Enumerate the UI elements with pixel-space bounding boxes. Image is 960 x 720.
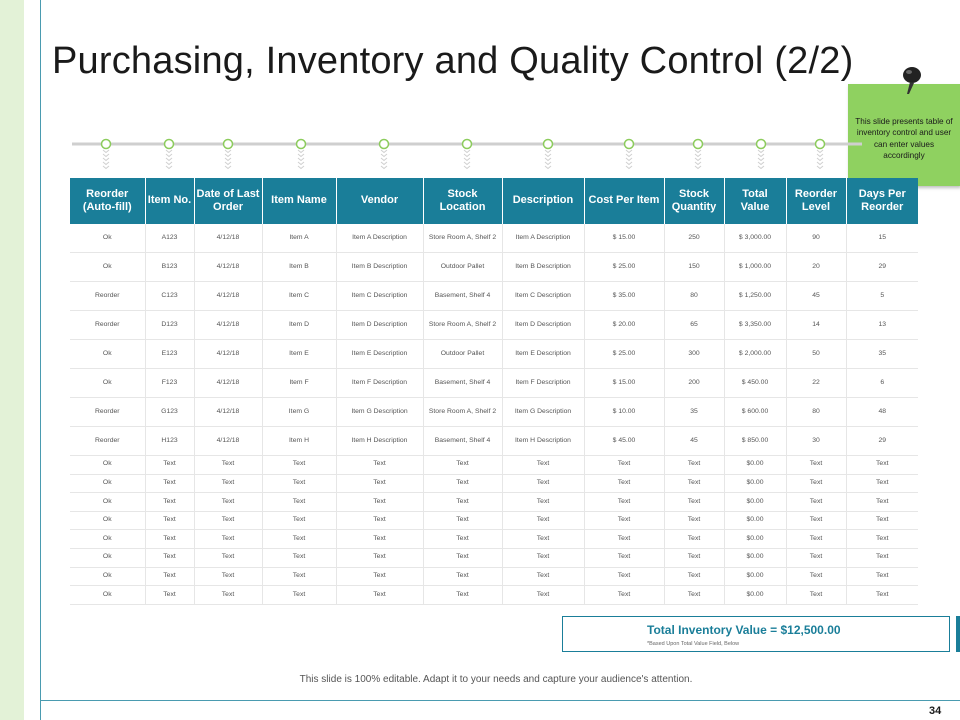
table-cell[interactable]: $ 10.00 [584, 398, 664, 427]
table-cell[interactable]: 15 [846, 224, 918, 253]
column-header: Total Value [724, 178, 786, 224]
table-cell[interactable]: Text [786, 567, 846, 586]
table-cell[interactable]: Text [664, 511, 724, 530]
table-cell[interactable]: 20 [786, 253, 846, 282]
footer-text: This slide is 100% editable. Adapt it to your needs and capture your audience's attention. [299, 674, 693, 685]
table-cell[interactable]: Text [336, 530, 423, 549]
table-cell[interactable]: $0.00 [724, 567, 786, 586]
table-cell[interactable]: Text [846, 530, 918, 549]
binder-ring [165, 140, 174, 169]
table-cell[interactable]: Text [584, 493, 664, 512]
table-cell[interactable]: $ 3,000.00 [724, 224, 786, 253]
table-cell[interactable]: 35 [664, 398, 724, 427]
table-cell[interactable]: Item C Description [336, 282, 423, 311]
table-row [70, 567, 918, 586]
table-cell[interactable]: $0.00 [724, 530, 786, 549]
table-cell[interactable]: $ 15.00 [584, 224, 664, 253]
table-cell[interactable]: $0.00 [724, 586, 786, 605]
table-cell[interactable]: Text [145, 474, 194, 493]
table-cell[interactable]: Text [262, 530, 336, 549]
table-cell[interactable]: Text [584, 586, 664, 605]
table-cell[interactable]: Text [423, 586, 502, 605]
total-inventory-box [562, 616, 950, 652]
left-divider-line [40, 0, 41, 720]
table-row [70, 493, 918, 512]
table-row [70, 369, 918, 398]
pushpin-icon [897, 64, 927, 98]
table-cell[interactable]: Text [423, 493, 502, 512]
table-cell[interactable]: Ok [70, 511, 145, 530]
table-cell[interactable]: Text [423, 456, 502, 475]
table-cell[interactable]: 4/12/18 [194, 311, 262, 340]
table-cell[interactable]: Text [786, 493, 846, 512]
table-cell[interactable]: 4/12/18 [194, 369, 262, 398]
table-cell[interactable]: 4/12/18 [194, 340, 262, 369]
table-row [70, 311, 918, 340]
table-cell[interactable]: 48 [846, 398, 918, 427]
table-cell[interactable]: Text [194, 493, 262, 512]
page-number: 34 [929, 705, 942, 717]
table-cell[interactable]: Text [846, 456, 918, 475]
sticky-note [848, 84, 960, 186]
table-cell[interactable]: Text [262, 511, 336, 530]
table-cell[interactable]: Text [423, 567, 502, 586]
column-header: Reorder (Auto-fill) [70, 178, 145, 224]
table-cell[interactable]: Ok [70, 548, 145, 567]
table-cell[interactable]: Text [502, 456, 584, 475]
table-cell[interactable]: Text [584, 456, 664, 475]
table-row [70, 253, 918, 282]
binder-rings-icon [72, 134, 862, 174]
table-cell[interactable]: Item A Description [502, 224, 584, 253]
table-cell[interactable]: $ 850.00 [724, 427, 786, 456]
binder-ring [224, 140, 233, 169]
table-cell[interactable]: Text [664, 586, 724, 605]
table-cell[interactable]: Ok [70, 530, 145, 549]
table-cell[interactable]: Item F Description [502, 369, 584, 398]
table-cell[interactable]: Text [145, 548, 194, 567]
table-cell[interactable]: Text [846, 586, 918, 605]
column-header: Days Per Reorder [846, 178, 918, 224]
table-cell[interactable]: Text [584, 548, 664, 567]
table-cell[interactable]: Text [584, 567, 664, 586]
inventory-table [70, 178, 918, 605]
table-cell[interactable]: Text [336, 493, 423, 512]
table-cell[interactable]: Basement, Shelf 4 [423, 282, 502, 311]
table-cell[interactable]: Item H [262, 427, 336, 456]
table-cell[interactable]: $ 45.00 [584, 427, 664, 456]
table-cell[interactable]: Text [786, 530, 846, 549]
table-cell[interactable]: Text [846, 474, 918, 493]
table-cell[interactable]: 6 [846, 369, 918, 398]
table-cell[interactable]: Text [664, 548, 724, 567]
table-cell[interactable]: Item F Description [336, 369, 423, 398]
table-cell[interactable]: Item E Description [502, 340, 584, 369]
table-cell[interactable]: Text [423, 548, 502, 567]
binder-ring [463, 140, 472, 169]
table-cell[interactable]: Text [145, 567, 194, 586]
table-cell[interactable]: Text [262, 456, 336, 475]
table-cell[interactable]: Basement, Shelf 4 [423, 427, 502, 456]
table-cell[interactable]: Text [846, 567, 918, 586]
table-row [70, 398, 918, 427]
table-cell[interactable]: Text [786, 456, 846, 475]
table-row [70, 474, 918, 493]
binder-ring [757, 140, 766, 169]
table-cell[interactable]: Item B [262, 253, 336, 282]
table-cell[interactable]: Text [262, 474, 336, 493]
total-inventory-value: Total Inventory Value = $12,500.00 [647, 623, 841, 637]
table-cell[interactable]: E123 [145, 340, 194, 369]
table-cell[interactable]: Item B Description [336, 253, 423, 282]
table-cell[interactable]: Text [194, 456, 262, 475]
table-row [70, 530, 918, 549]
table-cell[interactable]: Item F [262, 369, 336, 398]
table-cell[interactable]: 50 [786, 340, 846, 369]
table-cell[interactable]: Text [336, 567, 423, 586]
table-cell[interactable]: Text [145, 456, 194, 475]
table-cell[interactable]: Text [194, 567, 262, 586]
sticky-note-text: This slide presents table of inventory control and user can enter values accordingly [855, 117, 953, 160]
table-cell[interactable]: Item G Description [336, 398, 423, 427]
table-cell[interactable]: Text [194, 511, 262, 530]
table-cell[interactable]: Text [423, 530, 502, 549]
table-row [70, 282, 918, 311]
table-cell[interactable]: Item H Description [502, 427, 584, 456]
table-cell[interactable]: Text [502, 474, 584, 493]
table-cell[interactable]: Ok [70, 567, 145, 586]
table-cell[interactable]: Item C [262, 282, 336, 311]
table-cell[interactable]: Text [336, 511, 423, 530]
table-cell[interactable]: 13 [846, 311, 918, 340]
table-cell[interactable]: Text [502, 511, 584, 530]
table-cell[interactable]: 22 [786, 369, 846, 398]
table-cell[interactable]: $ 35.00 [584, 282, 664, 311]
table-cell[interactable]: 4/12/18 [194, 224, 262, 253]
table-cell[interactable]: Text [502, 530, 584, 549]
table-cell[interactable]: 4/12/18 [194, 398, 262, 427]
column-header: Date of Last Order [194, 178, 262, 224]
table-cell[interactable]: A123 [145, 224, 194, 253]
table-cell[interactable]: Text [664, 530, 724, 549]
table-cell[interactable]: Ok [70, 493, 145, 512]
table-cell[interactable]: Ok [70, 340, 145, 369]
total-box-accent [956, 616, 960, 652]
table-cell[interactable]: Text [584, 511, 664, 530]
table-cell[interactable]: 4/12/18 [194, 253, 262, 282]
table-cell[interactable]: Item D [262, 311, 336, 340]
table-row [70, 456, 918, 475]
table-cell[interactable]: $ 450.00 [724, 369, 786, 398]
table-cell[interactable]: Item A [262, 224, 336, 253]
table-cell[interactable]: 90 [786, 224, 846, 253]
table-cell[interactable]: Outdoor Pallet [423, 253, 502, 282]
table-cell[interactable]: F123 [145, 369, 194, 398]
table-cell[interactable]: 30 [786, 427, 846, 456]
table-cell[interactable]: Ok [70, 224, 145, 253]
table-cell[interactable]: $0.00 [724, 511, 786, 530]
table-cell[interactable]: Text [423, 511, 502, 530]
table-cell[interactable]: Text [786, 548, 846, 567]
table-cell[interactable]: Ok [70, 586, 145, 605]
table-cell[interactable]: 5 [846, 282, 918, 311]
table-cell[interactable]: Text [262, 586, 336, 605]
table-cell[interactable]: $0.00 [724, 548, 786, 567]
table-cell[interactable]: Item E [262, 340, 336, 369]
table-cell[interactable]: 150 [664, 253, 724, 282]
table-cell[interactable]: Text [502, 548, 584, 567]
column-header: Stock Quantity [664, 178, 724, 224]
column-header: Reorder Level [786, 178, 846, 224]
table-cell[interactable]: Item D Description [336, 311, 423, 340]
table-cell[interactable]: Text [846, 511, 918, 530]
table-cell[interactable]: Text [262, 567, 336, 586]
table-cell[interactable]: 45 [664, 427, 724, 456]
table-cell[interactable]: Text [145, 586, 194, 605]
table-cell[interactable]: 65 [664, 311, 724, 340]
table-cell[interactable]: Ok [70, 474, 145, 493]
table-cell[interactable]: Item D Description [502, 311, 584, 340]
table-cell[interactable]: 80 [786, 398, 846, 427]
table-cell[interactable]: Store Room A, Shelf 2 [423, 398, 502, 427]
table-cell[interactable]: Text [664, 493, 724, 512]
table-cell[interactable]: Text [502, 586, 584, 605]
table-cell[interactable]: 80 [664, 282, 724, 311]
table-cell[interactable]: Text [584, 530, 664, 549]
table-cell[interactable]: Item A Description [336, 224, 423, 253]
table-cell[interactable]: Text [336, 586, 423, 605]
table-cell[interactable]: Text [336, 474, 423, 493]
table-cell[interactable]: $ 600.00 [724, 398, 786, 427]
table-cell[interactable]: 4/12/18 [194, 427, 262, 456]
table-cell[interactable]: Text [194, 548, 262, 567]
table-cell[interactable]: Ok [70, 369, 145, 398]
table-cell[interactable]: $ 1,000.00 [724, 253, 786, 282]
table-cell[interactable]: $0.00 [724, 493, 786, 512]
table-cell[interactable]: $ 25.00 [584, 340, 664, 369]
table-cell[interactable]: Text [846, 493, 918, 512]
table-cell[interactable]: G123 [145, 398, 194, 427]
table-cell[interactable]: Outdoor Pallet [423, 340, 502, 369]
table-cell[interactable]: Text [502, 567, 584, 586]
table-cell[interactable]: H123 [145, 427, 194, 456]
table-cell[interactable]: Text [846, 548, 918, 567]
column-header: Stock Location [423, 178, 502, 224]
table-cell[interactable]: $ 15.00 [584, 369, 664, 398]
table-cell[interactable]: Text [194, 530, 262, 549]
binder-ring [380, 140, 389, 169]
table-cell[interactable]: Text [336, 456, 423, 475]
table-cell[interactable]: Text [194, 474, 262, 493]
table-cell[interactable]: Item G Description [502, 398, 584, 427]
table-cell[interactable]: Text [145, 511, 194, 530]
table-cell[interactable]: Item C Description [502, 282, 584, 311]
table-cell[interactable]: 45 [786, 282, 846, 311]
column-header: Description [502, 178, 584, 224]
table-cell[interactable]: Text [664, 567, 724, 586]
table-cell[interactable]: 250 [664, 224, 724, 253]
table-row [70, 224, 918, 253]
table-cell[interactable]: 4/12/18 [194, 282, 262, 311]
total-inventory-note: *Based Upon Total Value Field, Below [647, 641, 740, 647]
table-row [70, 340, 918, 369]
table-cell[interactable]: Text [664, 474, 724, 493]
table-cell[interactable]: Text [262, 548, 336, 567]
bottom-divider-line [40, 700, 960, 701]
table-cell[interactable]: Item G [262, 398, 336, 427]
column-header: Item Name [262, 178, 336, 224]
table-cell[interactable]: Item E Description [336, 340, 423, 369]
table-cell[interactable]: $ 2,000.00 [724, 340, 786, 369]
left-accent-band [0, 0, 24, 720]
table-cell[interactable]: Item H Description [336, 427, 423, 456]
table-cell[interactable]: Text [502, 493, 584, 512]
table-cell[interactable]: 29 [846, 253, 918, 282]
table-cell[interactable]: Text [786, 586, 846, 605]
table-cell[interactable]: 35 [846, 340, 918, 369]
table-cell[interactable]: Ok [70, 253, 145, 282]
binder-ring [102, 140, 111, 169]
table-cell[interactable]: Store Room A, Shelf 2 [423, 224, 502, 253]
table-cell[interactable]: $ 3,350.00 [724, 311, 786, 340]
binder-ring [544, 140, 553, 169]
table-cell[interactable]: Basement, Shelf 4 [423, 369, 502, 398]
table-cell[interactable]: D123 [145, 311, 194, 340]
table-cell[interactable]: Text [786, 474, 846, 493]
table-cell[interactable]: C123 [145, 282, 194, 311]
table-cell[interactable]: $ 25.00 [584, 253, 664, 282]
binder-ring [625, 140, 634, 169]
table-cell[interactable]: B123 [145, 253, 194, 282]
table-cell[interactable]: Text [145, 530, 194, 549]
table-cell[interactable]: Store Room A, Shelf 2 [423, 311, 502, 340]
table-cell[interactable]: Text [194, 586, 262, 605]
table-row [70, 586, 918, 605]
table-cell[interactable]: $0.00 [724, 456, 786, 475]
table-cell[interactable]: 14 [786, 311, 846, 340]
table-cell[interactable]: 29 [846, 427, 918, 456]
column-header: Cost Per Item [584, 178, 664, 224]
table-cell[interactable]: Text [262, 493, 336, 512]
table-cell[interactable]: Text [423, 474, 502, 493]
binder-ring [297, 140, 306, 169]
table-cell[interactable]: 200 [664, 369, 724, 398]
column-header: Item No. [145, 178, 194, 224]
table-cell[interactable]: Reorder [70, 427, 145, 456]
table-cell[interactable]: Ok [70, 456, 145, 475]
binder-ring [694, 140, 703, 169]
table-cell[interactable]: Text [584, 474, 664, 493]
table-cell[interactable]: Text [145, 493, 194, 512]
table-row [70, 511, 918, 530]
table-cell[interactable]: Text [786, 511, 846, 530]
column-header: Vendor [336, 178, 423, 224]
table-header-row [70, 178, 918, 224]
table-cell[interactable]: Item B Description [502, 253, 584, 282]
table-cell[interactable]: Reorder [70, 398, 145, 427]
table-cell[interactable]: 300 [664, 340, 724, 369]
table-cell[interactable]: Text [664, 456, 724, 475]
table-row [70, 548, 918, 567]
table-cell[interactable]: Text [336, 548, 423, 567]
table-cell[interactable]: $0.00 [724, 474, 786, 493]
table-cell[interactable]: Reorder [70, 282, 145, 311]
table-cell[interactable]: $ 1,250.00 [724, 282, 786, 311]
table-cell[interactable]: $ 20.00 [584, 311, 664, 340]
table-cell[interactable]: Reorder [70, 311, 145, 340]
table-row [70, 427, 918, 456]
slide-title: Purchasing, Inventory and Quality Control (2/2) [52, 40, 854, 82]
binder-ring [816, 140, 825, 169]
